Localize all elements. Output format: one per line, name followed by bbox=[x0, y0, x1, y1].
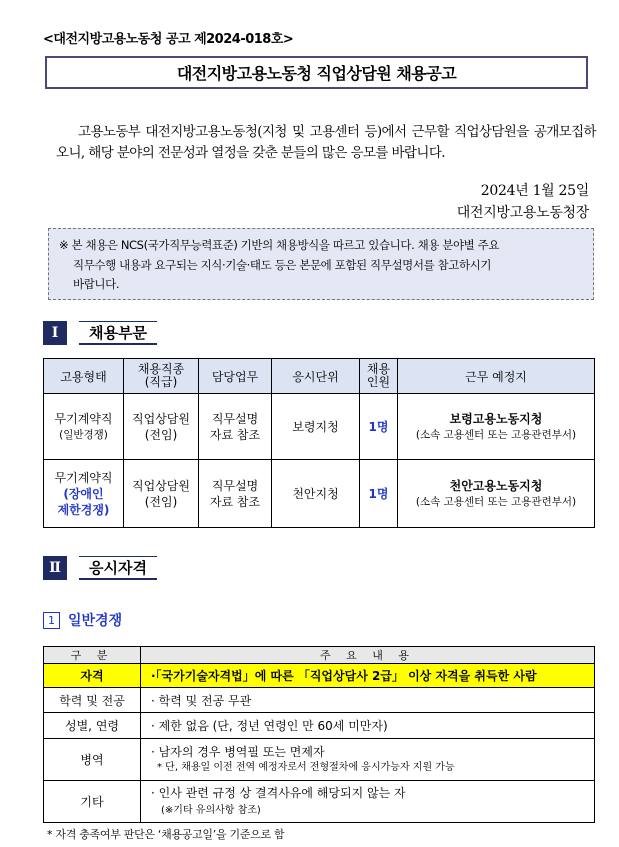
page-title: 대전지방고용노동청 직업상담원 채용공고 bbox=[45, 56, 588, 89]
table-row bbox=[44, 688, 595, 713]
duty: 직무설명 자료 참조 bbox=[199, 460, 272, 528]
row-label: 기타 bbox=[44, 781, 141, 823]
table-row bbox=[44, 713, 595, 739]
row-label: 성별, 연령 bbox=[44, 713, 141, 739]
col-header: 담당업무 bbox=[199, 359, 272, 394]
headcount: 1명 bbox=[360, 394, 398, 460]
notice-line: ※ 본 채용은 NCS(국가직무능력표준) 기반의 채용방식을 따르고 있습니다. 채용 분야별 주요 bbox=[59, 238, 500, 252]
table-row bbox=[44, 394, 595, 460]
notice-date: 2024년 1월 25일 bbox=[480, 183, 589, 199]
section-2-heading bbox=[43, 556, 157, 580]
recruitment-table bbox=[43, 358, 595, 528]
subsection-title: 일반경쟁 bbox=[68, 613, 123, 629]
table-row bbox=[44, 739, 595, 781]
col-header: 주 요 내 용 bbox=[141, 647, 595, 664]
row-label: 학력 및 전공 bbox=[44, 688, 141, 713]
apply-unit: 천안지청 bbox=[272, 460, 360, 528]
col-header: 근무 예정지 bbox=[398, 359, 595, 394]
apply-unit: 보령지청 bbox=[272, 394, 360, 460]
table-row bbox=[44, 664, 595, 688]
table-header-row bbox=[44, 359, 595, 394]
col-header: 응시단위 bbox=[272, 359, 360, 394]
employment-type: 무기계약직 (장애인 제한경쟁) bbox=[44, 460, 124, 528]
table-header-row bbox=[44, 647, 595, 664]
row-content: · 제한 없음 (단, 정년 연령인 만 60세 미만자) bbox=[141, 713, 595, 739]
table-row bbox=[44, 460, 595, 528]
work-place: 천안고용노동지청 (소속 고용센터 또는 고용관련부서) bbox=[398, 460, 595, 528]
notice-line: 바랍니다. bbox=[73, 277, 120, 291]
issuer: 대전지방고용노동청장 bbox=[456, 205, 589, 221]
subsection-heading bbox=[43, 610, 122, 630]
job-type: 직업상담원 (전임) bbox=[124, 394, 199, 460]
col-header: 채용 인원 bbox=[360, 359, 398, 394]
section-number: Ⅱ bbox=[43, 556, 67, 580]
ncs-notice bbox=[48, 228, 594, 300]
notice-number: <대전지방고용노동청 공고 제2024-018호> bbox=[43, 32, 294, 47]
headcount: 1명 bbox=[360, 460, 398, 528]
notice-line: 직무수행 내용과 요구되는 지식·기술·태도 등은 본문에 포함된 직무설명서를 참고하시기 bbox=[73, 257, 492, 272]
duty: 직무설명 자료 참조 bbox=[199, 394, 272, 460]
row-content: · 학력 및 전공 무관 bbox=[141, 688, 595, 713]
subsection-number: 1 bbox=[43, 612, 60, 629]
table-row bbox=[44, 781, 595, 823]
col-header: 고용형태 bbox=[44, 359, 124, 394]
row-label: 자격 bbox=[44, 664, 141, 688]
col-header: 구 분 bbox=[44, 647, 141, 664]
qualification-table bbox=[43, 646, 595, 823]
row-content: · 남자의 경우 병역필 또는 면제자 * 단, 채용일 이전 전역 예정자로서 전형절차에 응시가능자 지원 가능 bbox=[141, 739, 595, 781]
section-number: Ⅰ bbox=[43, 321, 67, 345]
row-label: 병역 bbox=[44, 739, 141, 781]
row-content: · 인사 관련 규정 상 결격사유에 해당되지 않는 자 (※기타 유의사항 참조) bbox=[141, 781, 595, 823]
intro-paragraph: 고용노동부 대전지방고용노동청(지청 및 고용센터 등)에서 근무할 직업상담원을 공개모집하오니, 해당 분야의 전문성과 열정을 갖춘 분들의 많은 응모를 바랍니다. bbox=[56, 124, 596, 161]
section-1-heading bbox=[43, 321, 157, 345]
work-place: 보령고용노동지청 (소속 고용센터 또는 고용관련부서) bbox=[398, 394, 595, 460]
job-type: 직업상담원 (전임) bbox=[124, 460, 199, 528]
col-header: 채용직종 (직급) bbox=[124, 359, 199, 394]
section-title: 채용부문 bbox=[79, 321, 157, 345]
footnote: * 자격 충족여부 판단은 ‘채용공고일’을 기준으로 함 bbox=[47, 828, 285, 841]
section-title: 응시자격 bbox=[79, 556, 157, 580]
date-issuer bbox=[457, 180, 589, 224]
row-content: ·「국가기술자격법」에 따른 「직업상담사 2급」 이상 자격을 취득한 사람 bbox=[141, 664, 595, 688]
employment-type: 무기계약직 (일반경쟁) bbox=[44, 394, 124, 460]
